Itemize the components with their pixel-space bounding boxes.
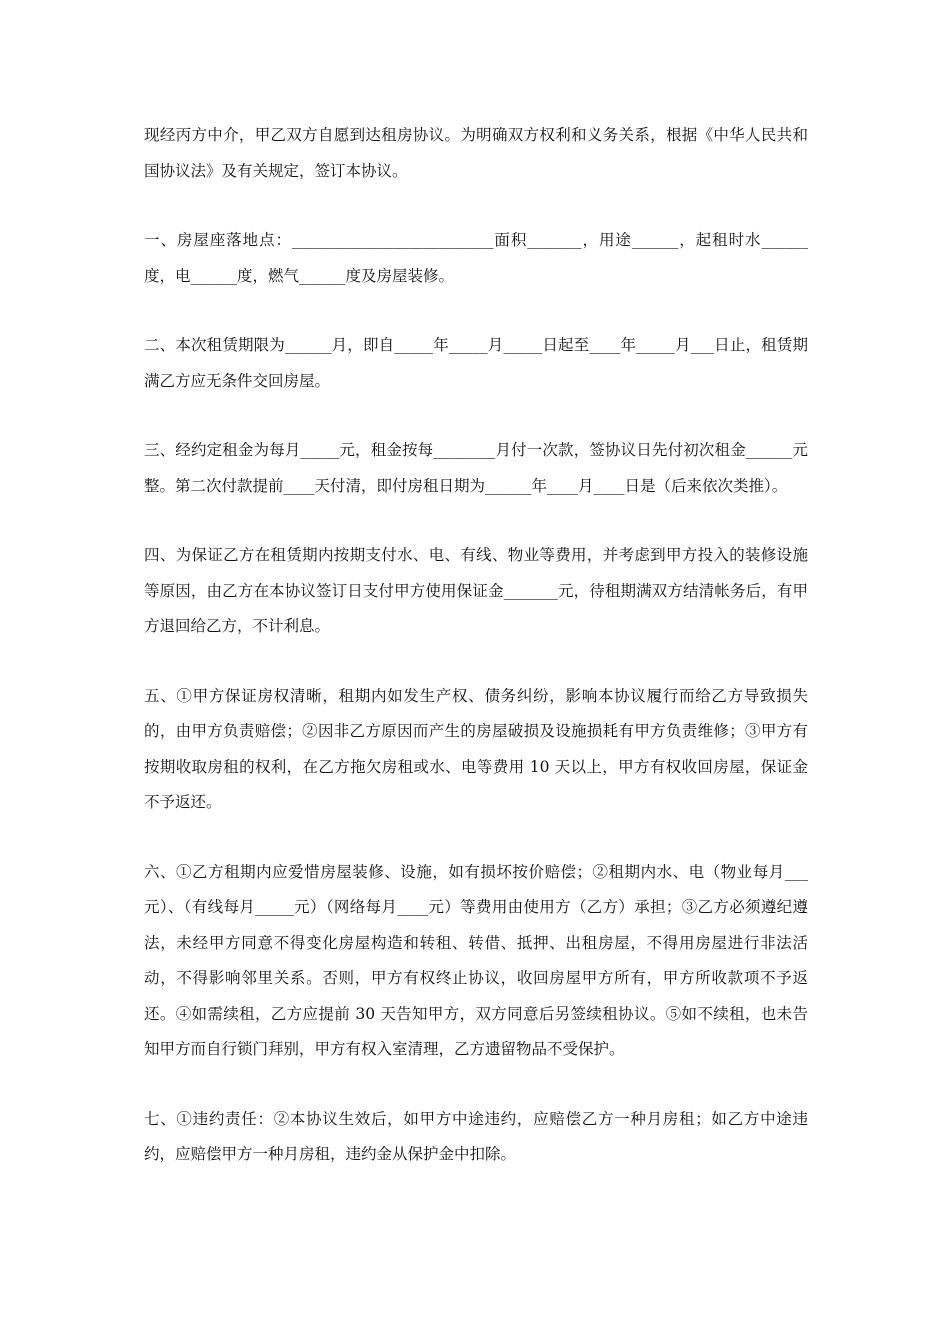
document-body: [144, 118, 808, 1173]
paragraph-clause-5: 五、①甲方保证房权清晰，租期内如发生产权、债务纠纷，影响本协议履行而给乙方导致损失的，由甲方负责赔偿；②因非乙方原因而产生的房屋破损及设施损耗有甲方负责维修；③甲方有按期收取房租的权利，在乙方拖欠房租或水、电等费用 10 天以上，甲方有权收回房屋，保证金不予返还。: [144, 686, 808, 811]
paragraph-clause-1: 一、房屋座落地点：__________________________面积_______，用途______，起租时水______度，电______度，燃气______度及房屋装修。: [144, 231, 808, 285]
paragraph-clause-4: 四、为保证乙方在租赁期内按期支付水、电、有线、物业等费用，并考虑到甲方投入的装修设施等原因，由乙方在本协议签订日支付甲方使用保证金_______元，待租期满双方结清帐务后，有甲方退回给乙方，不计利息。: [144, 546, 808, 635]
paragraph-clause-6: 六、①乙方租期内应爱惜房屋装修、设施，如有损坏按价赔偿；②租期内水、电（物业每月___元）、（有线每月_____元）（网络每月____元）等费用由使用方（乙方）承担；③乙方必须遵纪遵法，未经甲方同意不得变化房屋构造和转租、转借、抵押、出租房屋，不得用房屋进行非法活动，不得影响邻里关系。否则，甲方有权终止协议，收回房屋甲方所有，甲方所收款项不予返还。④如需续租，乙方应提前 30 天告知甲方，双方同意后另签续租协议。⑤如不续租，也未告知甲方而自行锁门拜别，甲方有权入室清理，乙方遗留物品不受保护。: [144, 862, 808, 1058]
paragraph-clause-3: 三、经约定租金为每月_____元，租金按每________月付一次款，签协议日先付初次租金______元整。第二次付款提前____天付清，即付房租日期为______年____月____日是（后来依次类推）。: [144, 441, 808, 495]
paragraph-clause-2: 二、本次租赁期限为______月，即自_____年_____月_____日起至____年_____月___日止，租赁期满乙方应无条件交回房屋。: [144, 336, 808, 390]
paragraph-clause-7: 七、①违约责任：②本协议生效后，如甲方中途违约，应赔偿乙方一种月房租；如乙方中途违约，应赔偿甲方一种月房租，违约金从保护金中扣除。: [144, 1109, 808, 1163]
paragraph-preamble: 现经丙方中介，甲乙双方自愿到达租房协议。为明确双方权利和义务关系，根据《中华人民共和国协议法》及有关规定，签订本协议。: [144, 126, 808, 180]
